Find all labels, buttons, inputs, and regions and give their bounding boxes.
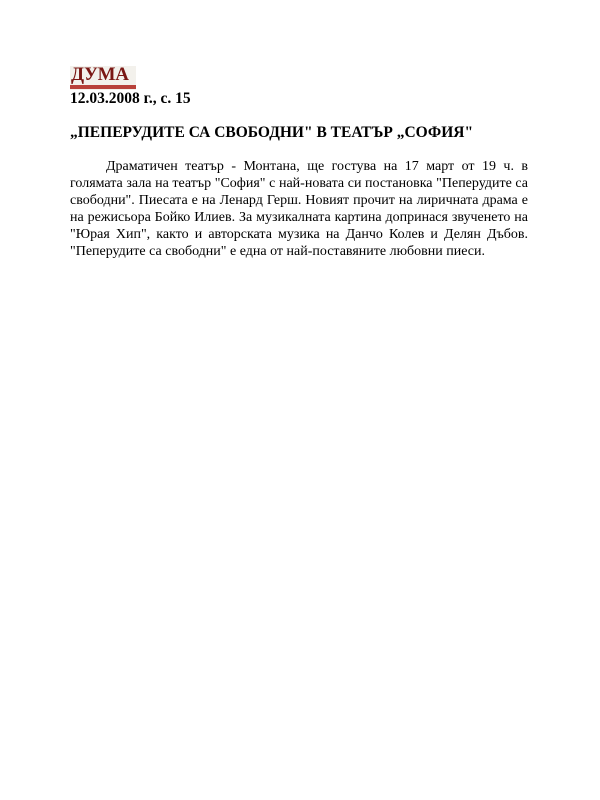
logo-text: ДУМА <box>71 64 129 85</box>
newspaper-logo <box>70 66 136 90</box>
article-body: Драматичен театър - Монтана, ще гостува на 17 март от 19 ч. в голямата зала на театър "София" с най-новата си постановка "Пеперудите са свободни". Пиесата е на Ленард Герш. Новият прочит на лиричната драма е на режисьора Бойко Илиев. За музикалната картина допринася звученето на "Юрая Хип", както и авторската музика на Данчо Колев и Делян Дъбов. "Пеперудите са свободни" е една от най-поставяните любовни пиеси. <box>70 159 528 259</box>
article-headline: „ПЕПЕРУДИТЕ СА СВОБОДНИ" В ТЕАТЪР „СОФИЯ" <box>70 124 474 141</box>
article-dateline: 12.03.2008 г., с. 15 <box>70 90 191 107</box>
